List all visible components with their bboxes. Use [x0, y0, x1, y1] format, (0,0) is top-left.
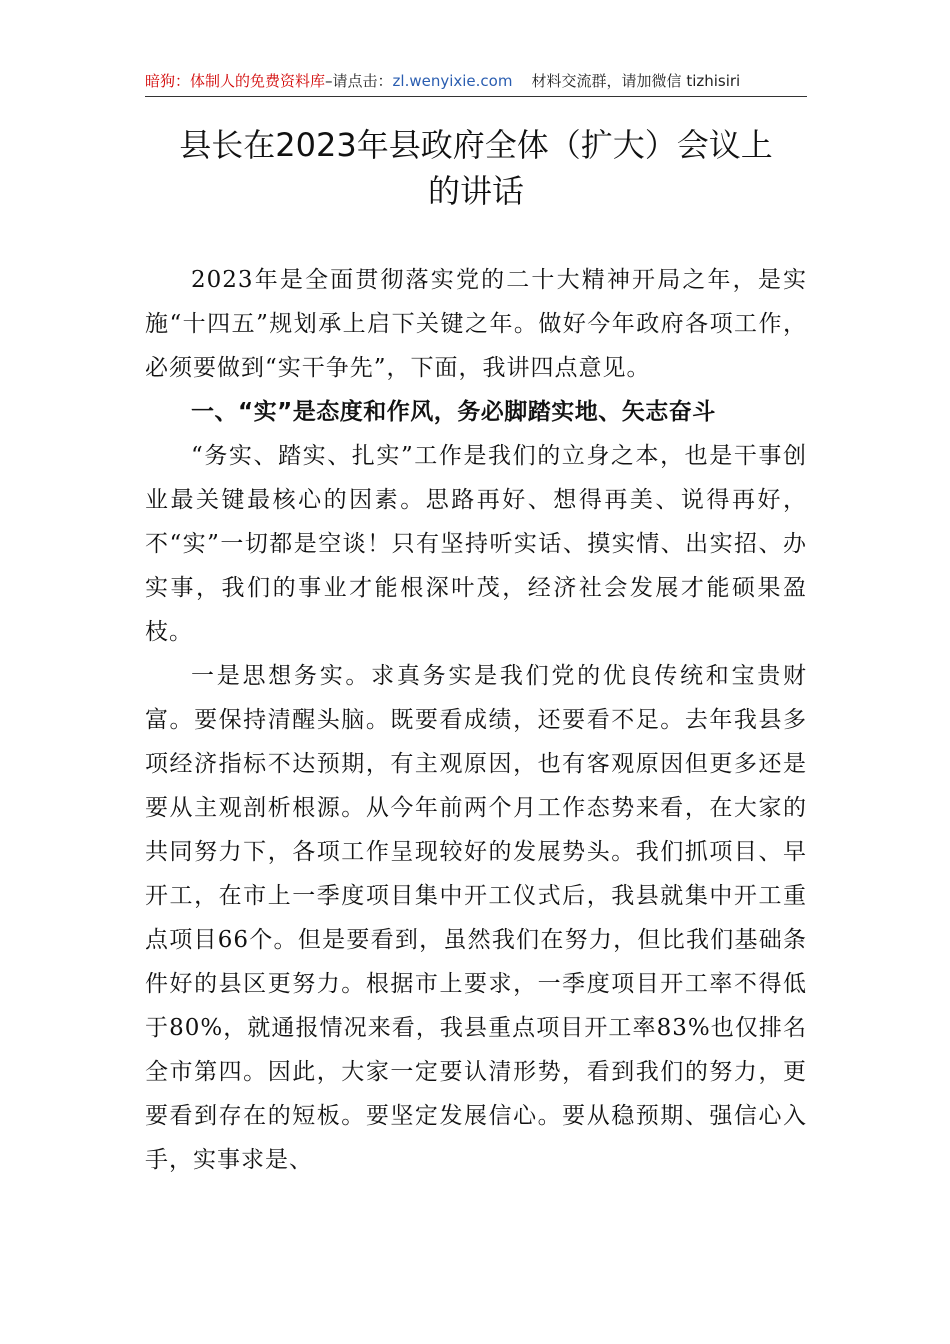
section-1-paragraph-2: 一是思想务实。求真务实是我们党的优良传统和宝贵财富。要保持清醒头脑。既要看成绩，还要看不足。去年我县多项经济指标不达预期，有主观原因，也有客观原因但更多还是要从主观剖析根源。从今年前两个月工作态势来看，在大家的共同努力下，各项工作呈现较好的发展势头。我们抓项目、早开工，在市上一季度项目集中开工仪式后，我县就集中开工重点项目66个。但是要看到，虽然我们在努力，但比我们基础条件好的县区更努力。根据市上要求，一季度项目开工率不得低于80%，就通报情况来看，我县重点项目开工率83%也仅排名全市第四。因此，大家一定要认清形势，看到我们的努力，更要看到存在的短板。要坚定发展信心。要从稳预期、强信心入手，实事求是、 [145, 663, 807, 1173]
section-1-heading: 一、“实”是态度和作风，务必脚踏实地、矢志奋斗 [191, 399, 716, 425]
page-header [145, 70, 807, 94]
header-click-prompt: –请点击： [325, 72, 393, 90]
section-1-paragraph-1: “务实、踏实、扎实”工作是我们的立身之本，也是干事创业最关键最核心的因素。思路再好、想得再美、说得再好，不“实”一切都是空谈！只有坚持听实话、摸实情、出实招、办实事，我们的事业才能根深叶茂，经济社会发展才能硕果盈枝。 [145, 443, 807, 645]
document-title [145, 122, 807, 214]
document-body [145, 258, 807, 1182]
intro-paragraph: 2023年是全面贯彻落实党的二十大精神开局之年，是实施“十四五”规划承上启下关键之年。做好今年政府各项工作，必须要做到“实干争先”，下面，我讲四点意见。 [145, 267, 807, 381]
header-site-name: 暗狗：体制人的免费资料库 [145, 72, 326, 90]
title-line-1: 县长在2023年县政府全体（扩大）会议上 [179, 126, 773, 164]
title-line-2: 的讲话 [427, 172, 524, 210]
header-wechat-note: 材料交流群，请加微信 tizhisiri [531, 72, 741, 90]
header-url-link[interactable]: zl.wenyixie.com [392, 72, 513, 90]
header-divider [145, 96, 807, 97]
